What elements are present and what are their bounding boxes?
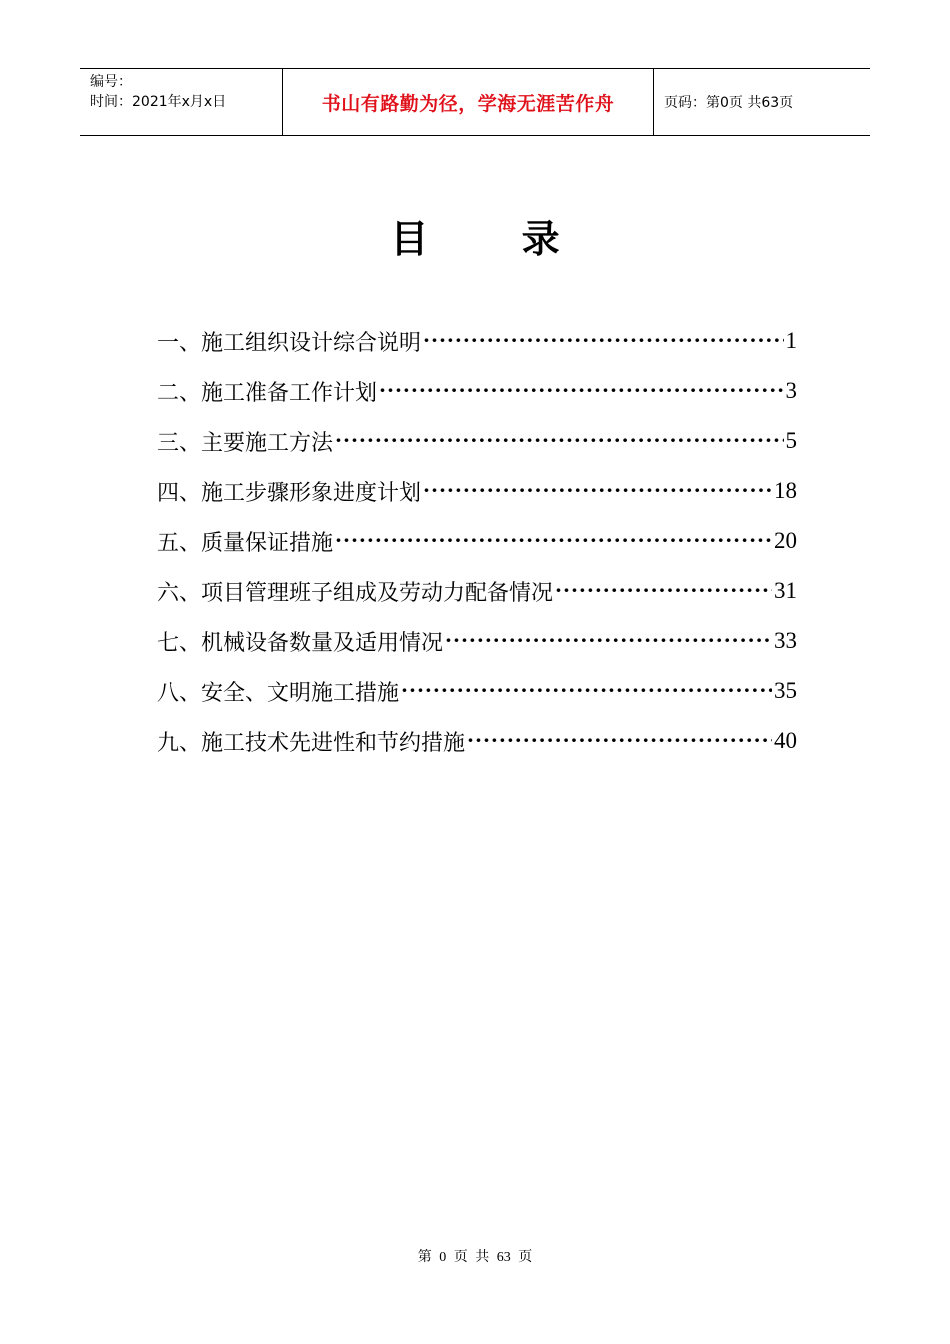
page-header [80,68,870,136]
toc-dot-leader [401,676,772,706]
toc-dot-leader [467,726,772,756]
toc-dot-leader [335,426,783,456]
toc-entry[interactable] [157,466,797,516]
toc-entry[interactable] [157,566,797,616]
header-motto: 书山有路勤为径，学海无涯苦作舟 [321,92,615,115]
page-footer: 第 0 页 共 63 页 [417,1250,533,1265]
toc-entry-page: 40 [774,728,797,753]
toc-dot-leader [423,326,783,356]
document-date-label: 时间：2021年x月x日 [90,94,227,110]
toc-entry-page: 5 [785,428,797,453]
toc-entry-page: 31 [774,578,797,603]
header-motto-cell [282,69,654,135]
toc-entry-label: 五、质量保证措施 [157,530,334,556]
document-number-label: 编号： [90,74,132,90]
toc-entry-page: 33 [774,628,797,653]
toc-entry-label: 七、机械设备数量及适用情况 [157,630,444,656]
toc-dot-leader [423,476,772,506]
toc-entry[interactable] [157,516,797,566]
header-meta-cell [80,69,282,135]
header-page-cell [654,69,870,135]
toc-entry[interactable] [157,616,797,666]
toc-dot-leader [379,376,783,406]
toc-entry-label: 二、施工准备工作计划 [157,380,378,406]
toc-entry-page: 35 [774,678,797,703]
toc-entry[interactable] [157,716,797,766]
header-page-info: 页码：第0页 共63页 [664,95,794,111]
toc-entry-label: 九、施工技术先进性和节约措施 [157,730,466,756]
toc-entry-page: 1 [785,328,797,353]
toc-dot-leader [555,576,772,606]
toc-entry[interactable] [157,416,797,466]
toc-dot-leader [335,526,772,556]
toc-entry-label: 一、施工组织设计综合说明 [157,330,422,356]
toc-dot-leader [445,626,772,656]
toc-entry-label: 六、项目管理班子组成及劳动力配备情况 [157,580,554,606]
toc-entry-page: 20 [774,528,797,553]
toc-entry[interactable] [157,366,797,416]
toc-title: 目 录 [390,217,600,261]
toc-entry-page: 18 [774,478,797,503]
toc-entry-page: 3 [785,378,797,403]
toc-list [157,316,797,766]
toc-entry-label: 四、施工步骤形象进度计划 [157,480,422,506]
toc-entry-label: 三、主要施工方法 [157,430,334,456]
toc-entry-label: 八、安全、文明施工措施 [157,680,400,706]
toc-entry[interactable] [157,666,797,716]
toc-entry[interactable] [157,316,797,366]
